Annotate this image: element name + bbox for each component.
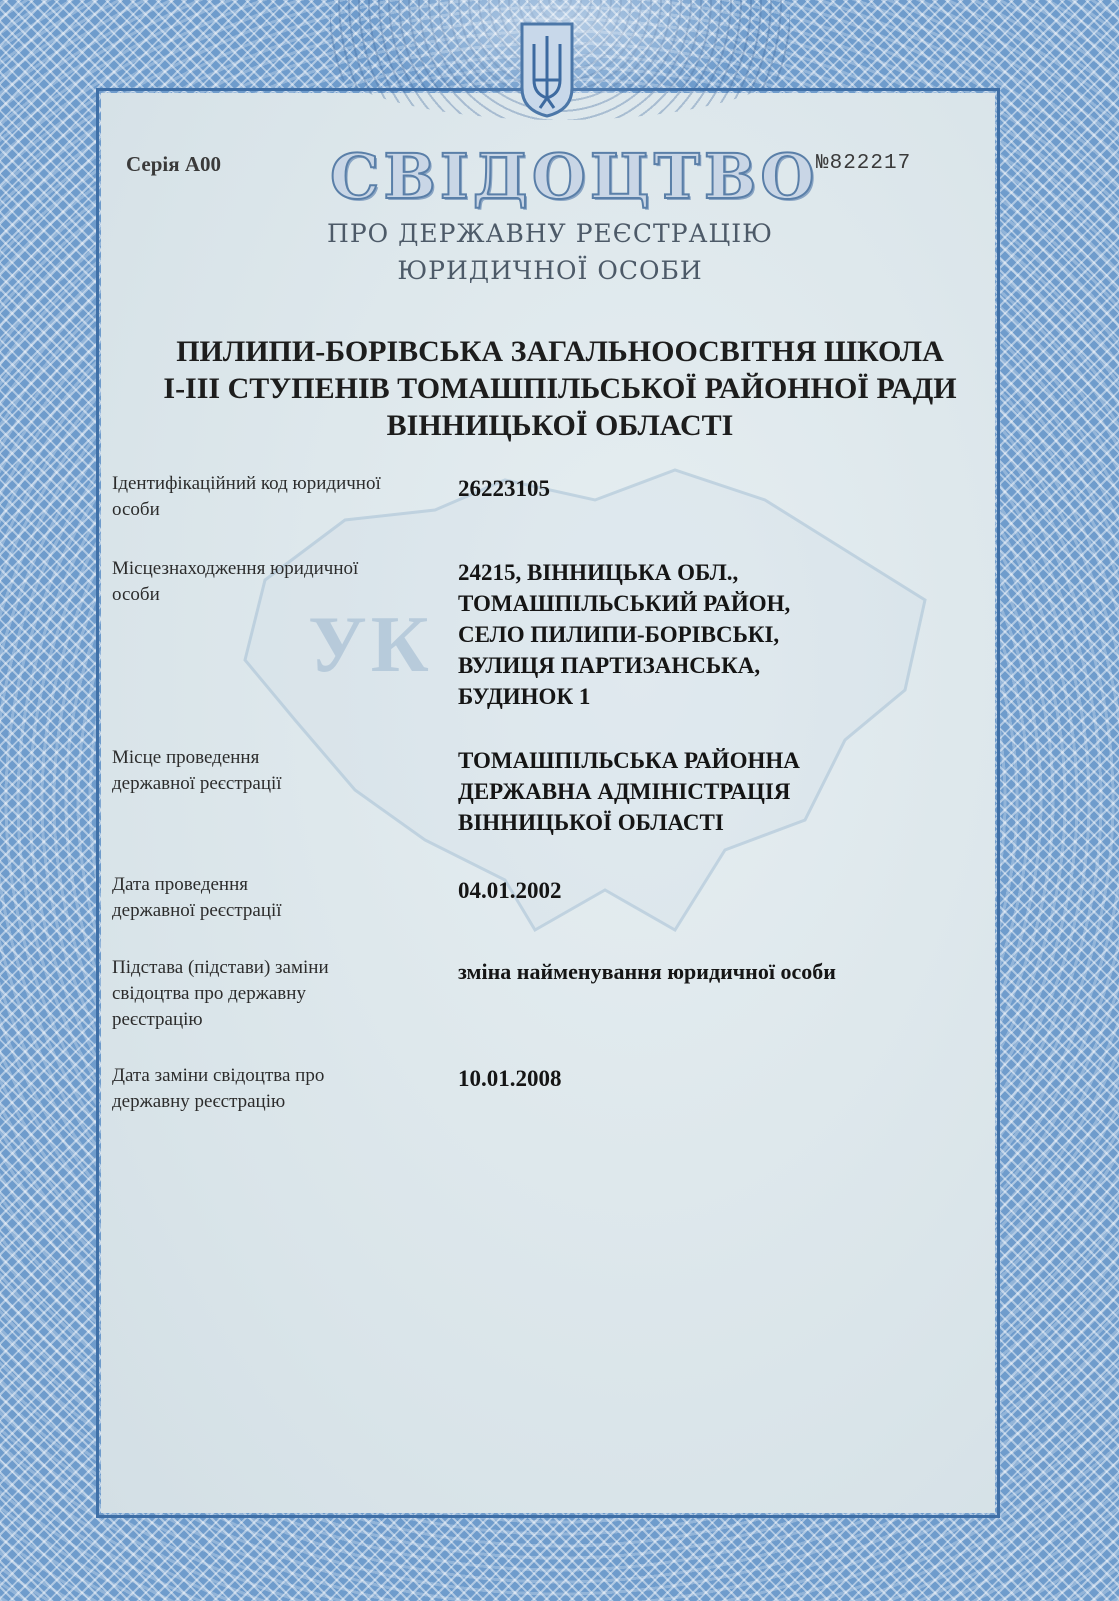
label-line: державної реєстрації bbox=[112, 773, 282, 794]
value-line: 24215, ВІННИЦЬКА ОБЛ., bbox=[458, 560, 739, 585]
value-line: СЕЛО ПИЛИПИ-БОРІВСЬКІ, bbox=[458, 622, 780, 647]
location-value bbox=[458, 557, 978, 712]
organization-name-line: І-ІІІ СТУПЕНІВ ТОМАШПІЛЬСЬКОЇ РАЙОННОЇ РАДИ bbox=[163, 372, 957, 405]
value-line: ВІННИЦЬКОЇ ОБЛАСТІ bbox=[458, 810, 724, 835]
value-line: ВУЛИЦЯ ПАРТИЗАНСЬКА, bbox=[458, 653, 761, 678]
label-line: Місце проведення bbox=[112, 747, 260, 768]
subtitle-line-2: ЮРИДИЧНОЇ ОСОБИ bbox=[397, 256, 703, 285]
label-line: реєстрацію bbox=[112, 1009, 203, 1030]
label-line: Ідентифікаційний код юридичної bbox=[112, 473, 381, 494]
value-line: ТОМАШПІЛЬСЬКА РАЙОННА bbox=[458, 748, 800, 773]
registration-place-label bbox=[112, 745, 452, 797]
location-label bbox=[112, 556, 452, 608]
value-line: 04.01.2002 bbox=[458, 878, 562, 903]
watermark-text: УК bbox=[308, 601, 433, 689]
value-line: зміна найменування юридичної особи bbox=[458, 959, 836, 984]
label-line: свідоцтва про державну bbox=[112, 983, 306, 1004]
label-line: Дата проведення bbox=[112, 874, 249, 895]
organization-name bbox=[120, 333, 1000, 444]
value-line: 26223105 bbox=[458, 476, 550, 501]
registration-date-label bbox=[112, 872, 452, 924]
replacement-date-value bbox=[458, 1063, 978, 1094]
id-code-value bbox=[458, 473, 978, 504]
label-line: особи bbox=[112, 584, 160, 605]
replacement-reason-value bbox=[458, 956, 978, 987]
replacement-date-label bbox=[112, 1063, 452, 1115]
certificate-title: СВІДОЦТВО bbox=[330, 140, 819, 213]
label-line: Підстава (підстави) заміни bbox=[112, 957, 329, 978]
trident-emblem-icon bbox=[516, 18, 578, 118]
organization-name-line: ВІННИЦЬКОЇ ОБЛАСТІ bbox=[386, 409, 734, 442]
registration-date-value bbox=[458, 875, 978, 906]
label-line: Місцезнаходження юридичної bbox=[112, 558, 359, 579]
id-code-label bbox=[112, 471, 452, 523]
label-line: державної реєстрації bbox=[112, 900, 282, 921]
certificate-number: №822217 bbox=[816, 152, 912, 175]
registration-place-value bbox=[458, 745, 978, 838]
value-line: 10.01.2008 bbox=[458, 1066, 562, 1091]
value-line: БУДИНОК 1 bbox=[458, 684, 591, 709]
label-line: Дата заміни свідоцтва про bbox=[112, 1065, 325, 1086]
value-line: ДЕРЖАВНА АДМІНІСТРАЦІЯ bbox=[458, 779, 791, 804]
series-label: Серія А00 bbox=[126, 152, 222, 176]
organization-name-line: ПИЛИПИ-БОРІВСЬКА ЗАГАЛЬНООСВІТНЯ ШКОЛА bbox=[176, 335, 944, 368]
label-line: особи bbox=[112, 499, 160, 520]
label-line: державну реєстрацію bbox=[112, 1091, 286, 1112]
subtitle-line-1: ПРО ДЕРЖАВНУ РЕЄСТРАЦІЮ bbox=[327, 219, 773, 248]
value-line: ТОМАШПІЛЬСЬКИЙ РАЙОН, bbox=[458, 591, 791, 616]
replacement-reason-label bbox=[112, 955, 452, 1033]
